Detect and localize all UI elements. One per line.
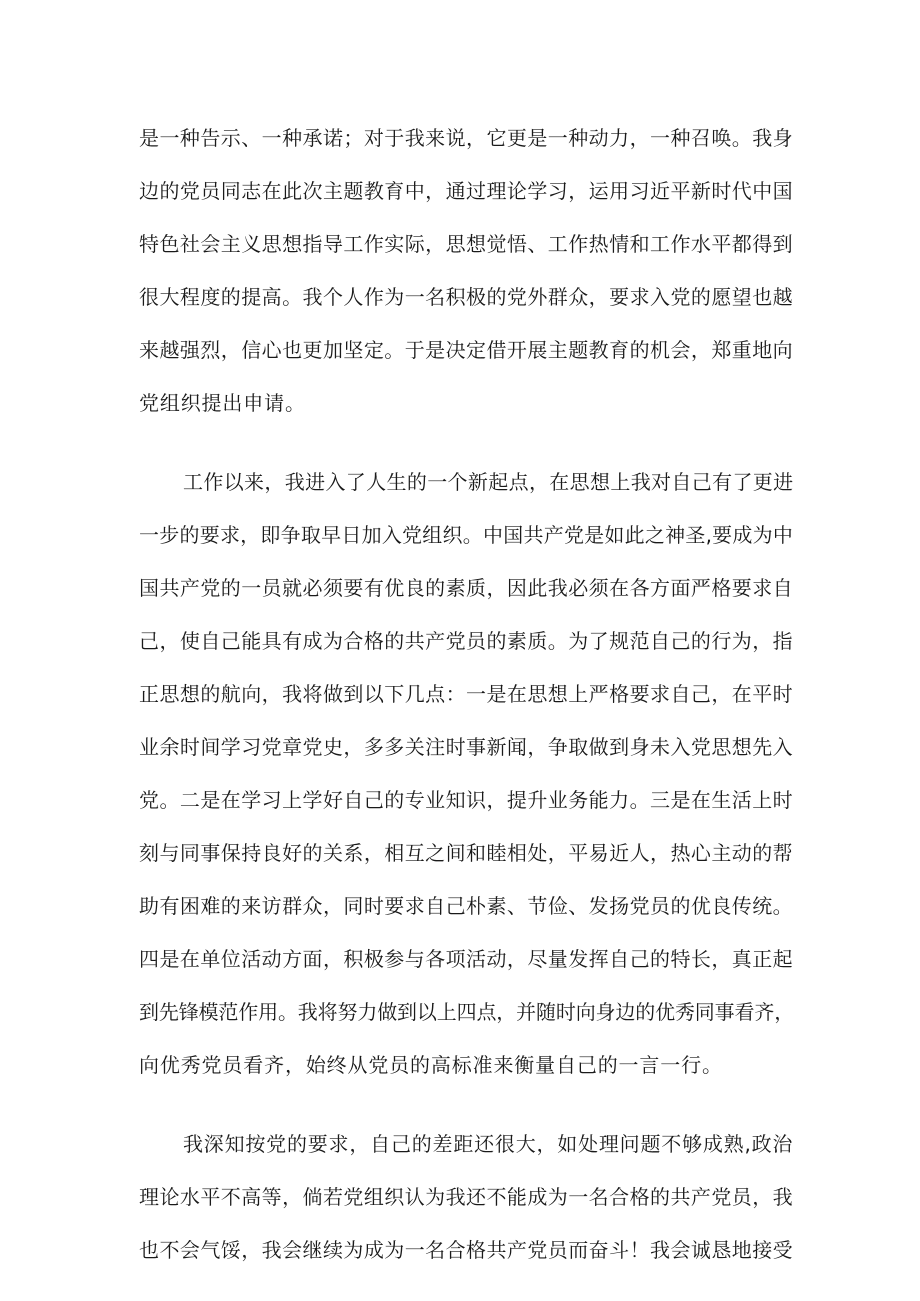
paragraph-3-line-2: 理论水平不高等，倘若党组织认为我还不能成为一名合格的共产党员，我 — [139, 1185, 793, 1209]
paragraph-1-line-1: 是一种告示、一种承诺；对于我来说，它更是一种动力，一种召唤。我身 — [139, 126, 793, 150]
paragraph-2-line-2: 一步的要求，即争取早日加入党组织。中国共产党是如此之神圣,要成为中 — [139, 523, 793, 547]
paragraph-1-line-2: 边的党员同志在此次主题教育中，通过理论学习，运用习近平新时代中国 — [139, 179, 793, 203]
paragraph-2-line-6: 业余时间学习党章党史，多多关注时事新闻，争取做到身未入党思想先入 — [139, 735, 793, 759]
paragraph-2-line-3: 国共产党的一员就必须要有优良的素质，因此我必须在各方面严格要求自 — [139, 576, 793, 600]
paragraph-2-line-9: 助有困难的来访群众，同时要求自己朴素、节俭、发扬党员的优良传统。 — [139, 894, 793, 918]
paragraph-3-line-1: 我深知按党的要求，自己的差距还很大，如处理问题不够成熟,政治 — [183, 1132, 793, 1156]
paragraph-2-line-8: 刻与同事保持良好的关系，相互之间和睦相处，平易近人，热心主动的帮 — [139, 841, 793, 865]
paragraph-2-line-10: 四是在单位活动方面，积极参与各项活动，尽量发挥自己的特长，真正起 — [139, 947, 793, 971]
paragraph-2-line-12: 向优秀党员看齐，始终从党员的高标准来衡量自己的一言一行。 — [139, 1053, 723, 1077]
paragraph-1-line-5: 来越强烈，信心也更加坚定。于是决定借开展主题教育的机会，郑重地向 — [139, 338, 793, 362]
paragraph-2-line-1: 工作以来，我进入了人生的一个新起点，在思想上我对自己有了更进 — [183, 470, 794, 494]
paragraph-2-line-5: 正思想的航向，我将做到以下几点：一是在思想上严格要求自己，在平时 — [139, 682, 793, 706]
paragraph-2-line-11: 到先锋模范作用。我将努力做到以上四点，并随时向身边的优秀同事看齐， — [139, 1000, 795, 1024]
paragraph-2-line-4: 己，使自己能具有成为合格的共产党员的素质。为了规范自己的行为，指 — [139, 629, 793, 653]
paragraph-1-line-6: 党组织提出申请。 — [139, 391, 306, 415]
paragraph-3-line-3: 也不会气馁，我会继续为成为一名合格共产党员而奋斗！我会诚恳地接受 — [139, 1238, 793, 1262]
paragraph-1-line-4: 很大程度的提高。我个人作为一名积极的党外群众，要求入党的愿望也越 — [139, 285, 793, 309]
paragraph-2-line-7: 党。二是在学习上学好自己的专业知识，提升业务能力。三是在生活上时 — [139, 788, 793, 812]
paragraph-1-line-3: 特色社会主义思想指导工作实际，思想觉悟、工作热情和工作水平都得到 — [139, 232, 793, 256]
